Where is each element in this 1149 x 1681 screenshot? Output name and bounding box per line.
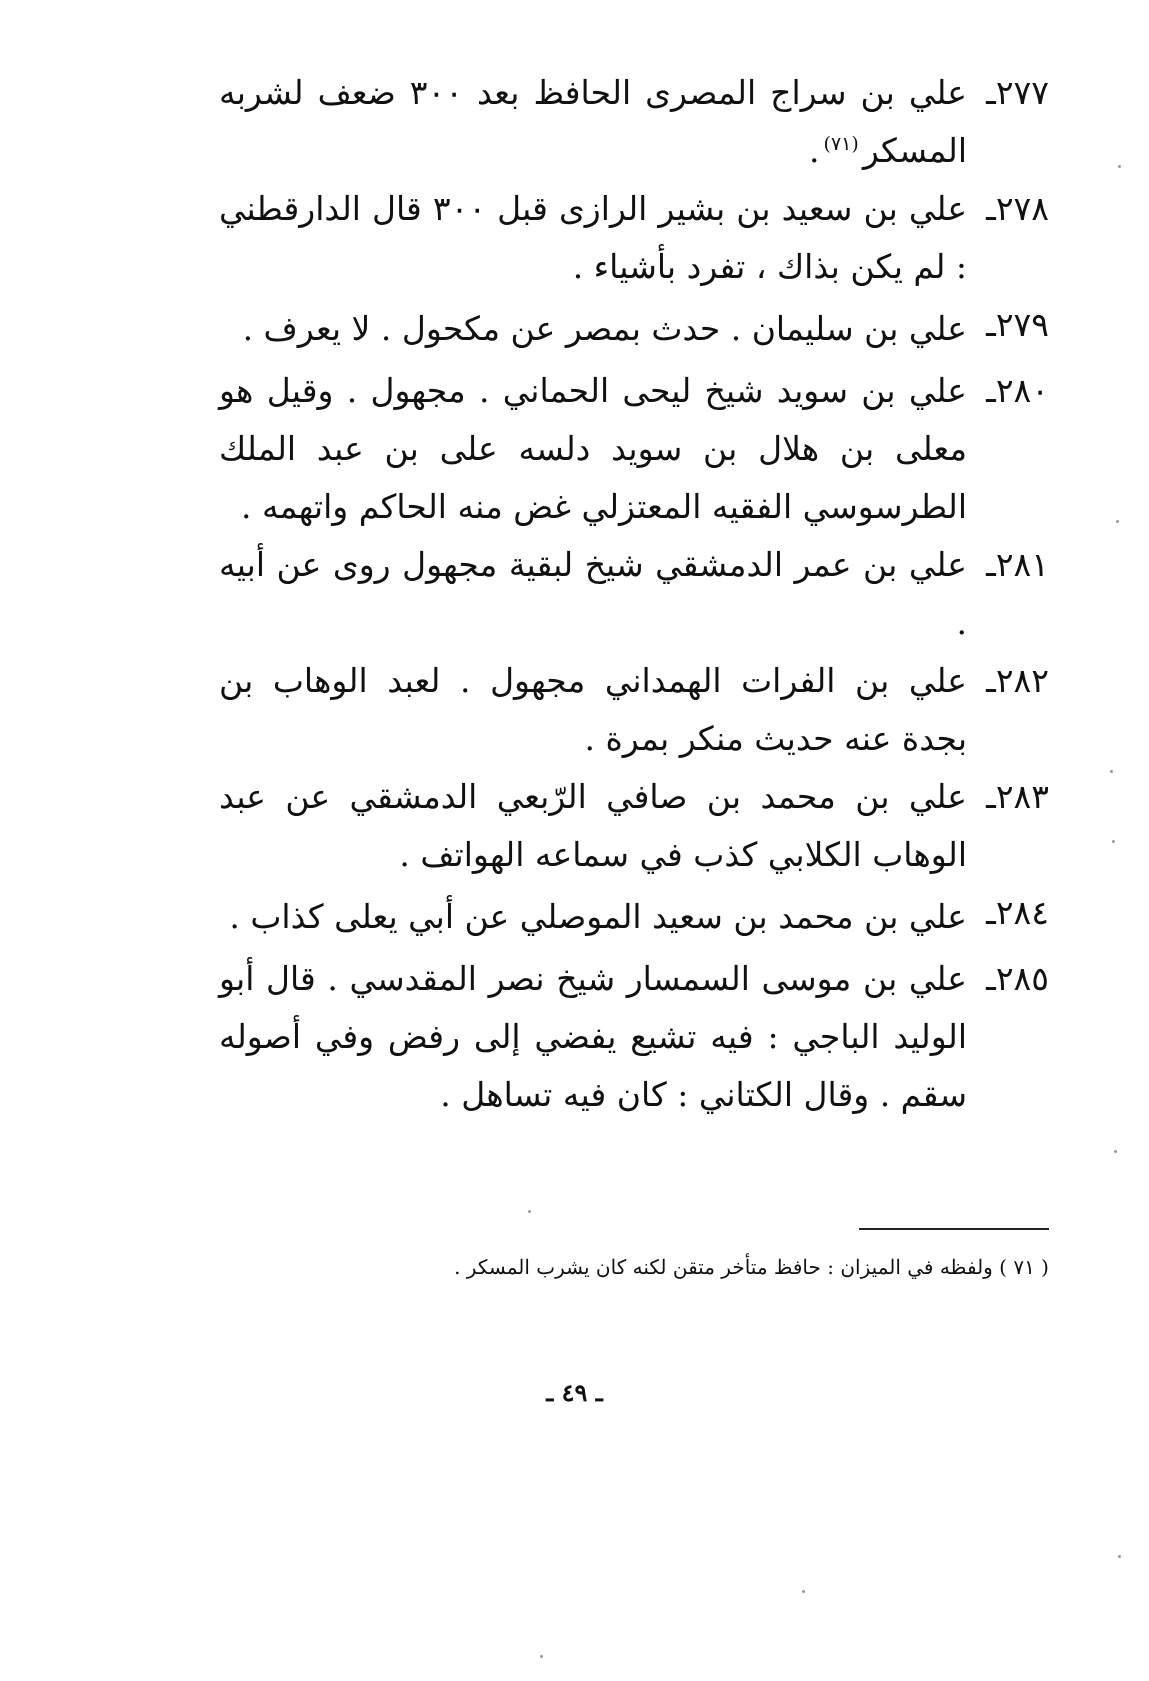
entry-text: علي بن محمد بن صافي الرّبعي الدمشقي عن عبد الوهاب الكلابي كذب في سماعه الهواتف . — [219, 777, 967, 874]
entry-text: علي بن الفرات الهمداني مجهول . لعبد الوهاب بن بجدة عنه حديث منكر بمرة . — [219, 661, 967, 758]
scan-speck — [1114, 1150, 1117, 1153]
entry-number: ٢٨٤ـ — [986, 893, 1049, 932]
entry-text: علي بن سليمان . حدث بمصر عن مكحول . لا يعرف . — [242, 309, 967, 348]
entry-279 — [219, 296, 1049, 362]
entry-number: ٢٨٥ـ — [986, 959, 1049, 998]
entry-text: علي بن سعيد بن بشير الرازى قبل ٣٠٠ قال الدارقطني : لم يكن بذاك ، تفرد بأشياء . — [219, 189, 968, 286]
entry-text: علي بن سويد شيخ ليحى الحماني . مجهول . وقيل هو معلى بن هلال بن سويد دلسه على بن عبد الملك الطرسوسي الفقيه المعتزلي غض منه الحاكم واتهمه . — [219, 371, 967, 526]
entry-number: ٢٨٠ـ — [986, 371, 1049, 410]
entry-282 — [219, 652, 1049, 768]
footnote: ( ٧١ ) ولفظه في الميزان : حافظ متأخر متقن لكنه كان يشرب المسكر . — [454, 1255, 1049, 1279]
entry-text: علي بن عمر الدمشقي شيخ لبقية مجهول روى عن أبيه . — [219, 545, 967, 642]
entry-280 — [219, 362, 1049, 536]
entry-283 — [219, 768, 1049, 884]
scan-speck — [1118, 1555, 1121, 1558]
scan-speck — [540, 1655, 543, 1658]
page-number: ـ ٤٩ ـ — [546, 1378, 603, 1407]
entry-number: ٢٧٨ـ — [986, 189, 1049, 228]
entry-number: ٢٨٣ـ — [986, 777, 1049, 816]
entry-285 — [219, 950, 1049, 1124]
entry-number: ٢٨١ـ — [986, 545, 1049, 584]
entry-text-body: علي بن سراج المصرى الحافظ بعد ٣٠٠ ضعف لشربه المسكر — [219, 73, 967, 170]
entry-278 — [219, 180, 1049, 296]
entry-text — [219, 64, 967, 180]
entry-number: ٢٧٩ـ — [986, 305, 1049, 344]
entry-281 — [219, 536, 1049, 652]
entry-text: علي بن موسى السمسار شيخ نصر المقدسي . قال أبو الوليد الباجي : فيه تشيع يفضي إلى رفض وفي أصوله سقم . وقال الكتاني : كان فيه تساهل . — [219, 959, 967, 1114]
entry-277 — [219, 64, 1049, 180]
entry-number: ٢٨٢ـ — [986, 661, 1049, 700]
scan-speck — [1110, 770, 1113, 773]
scan-speck — [528, 1210, 531, 1213]
entry-text: علي بن محمد بن سعيد الموصلي عن أبي يعلى كذاب . — [229, 897, 967, 936]
scan-speck — [1112, 840, 1115, 843]
scan-speck — [1116, 520, 1119, 523]
footnote-reference[interactable]: (٧١) — [823, 133, 859, 155]
entries-list — [219, 64, 1049, 1124]
footnote-divider — [859, 1228, 1049, 1230]
scan-speck — [802, 1590, 805, 1593]
entry-284 — [219, 884, 1049, 950]
entry-number: ٢٧٧ـ — [986, 73, 1049, 112]
entry-text-end: . — [809, 131, 820, 170]
scan-speck — [1118, 165, 1121, 168]
